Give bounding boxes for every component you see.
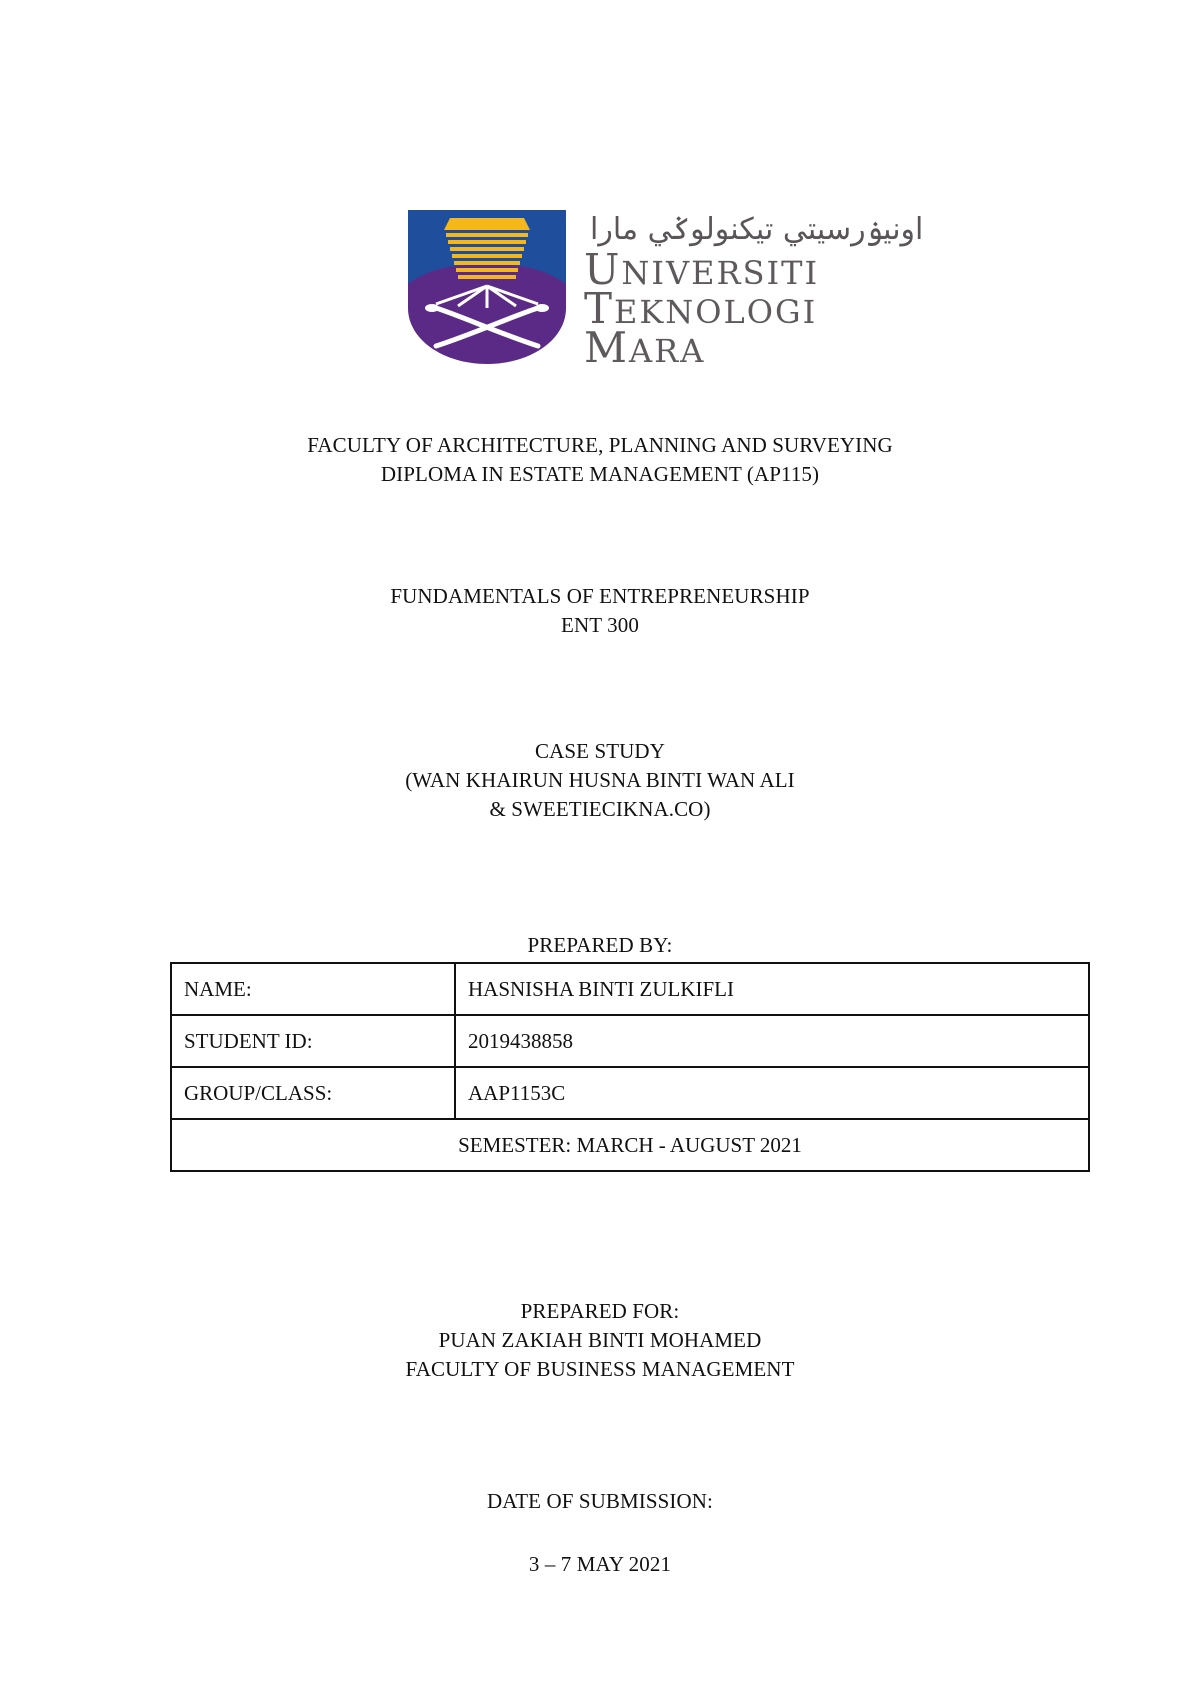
submission-date-block xyxy=(0,1550,1200,1579)
case-study-subject-line1: (WAN KHAIRUN HUSNA BINTI WAN ALI xyxy=(405,768,795,792)
table-row xyxy=(171,1015,1089,1067)
lecturer-faculty: FACULTY OF BUSINESS MANAGEMENT xyxy=(405,1357,795,1381)
case-study-heading: CASE STUDY xyxy=(535,739,665,763)
table-row xyxy=(171,1067,1089,1119)
case-study-section xyxy=(0,737,1200,824)
table-row xyxy=(171,963,1089,1015)
prepared-by-heading-block xyxy=(0,931,1200,960)
wordmark-initial-letter: M xyxy=(584,323,630,372)
prepared-by-heading: PREPARED BY: xyxy=(527,933,673,957)
prepared-for-section xyxy=(0,1297,1200,1384)
table-row xyxy=(171,1119,1089,1171)
university-wordmark xyxy=(584,212,924,372)
student-info-table xyxy=(170,962,1090,1172)
wordmark-line-universiti xyxy=(584,245,820,294)
course-section xyxy=(0,582,1200,640)
university-crest-icon xyxy=(406,208,568,366)
submission-heading: DATE OF SUBMISSION: xyxy=(487,1489,713,1513)
student-id-label: STUDENT ID: xyxy=(171,1015,455,1067)
case-study-subject-line2: & SWEETIECIKNA.CO) xyxy=(489,797,711,821)
course-name: FUNDAMENTALS OF ENTREPRENEURSHIP xyxy=(390,584,810,608)
name-value: HASNISHA BINTI ZULKIFLI xyxy=(455,963,1089,1015)
student-id-value: 2019438858 xyxy=(455,1015,1089,1067)
wordmark-line-mara xyxy=(584,323,706,372)
faculty-name: FACULTY OF ARCHITECTURE, PLANNING AND SURVEYING xyxy=(307,433,893,457)
semester-cell: SEMESTER: MARCH - AUGUST 2021 xyxy=(171,1119,1089,1171)
wordmark-initial-letter: U xyxy=(584,245,622,294)
wordmark-remaining-letters: NIVERSITI xyxy=(621,254,820,292)
prepared-for-heading: PREPARED FOR: xyxy=(520,1299,680,1323)
course-code: ENT 300 xyxy=(561,613,639,637)
programme-name: DIPLOMA IN ESTATE MANAGEMENT (AP115) xyxy=(380,462,820,486)
submission-heading-block xyxy=(0,1487,1200,1516)
group-class-value: AAP1153C xyxy=(455,1067,1089,1119)
faculty-section xyxy=(0,431,1200,489)
name-label: NAME: xyxy=(171,963,455,1015)
university-logo xyxy=(406,208,924,372)
group-class-label: GROUP/CLASS: xyxy=(171,1067,455,1119)
jawi-script-name: اونيۏرسيتي تيكنولوݢي مارا xyxy=(590,212,924,247)
wordmark-remaining-letters: EKNOLOGI xyxy=(614,293,818,331)
submission-date: 3 – 7 MAY 2021 xyxy=(528,1552,672,1576)
wordmark-initial-letter: T xyxy=(584,284,615,333)
lecturer-name: PUAN ZAKIAH BINTI MOHAMED xyxy=(438,1328,762,1352)
wordmark-remaining-letters: ARA xyxy=(629,332,706,370)
